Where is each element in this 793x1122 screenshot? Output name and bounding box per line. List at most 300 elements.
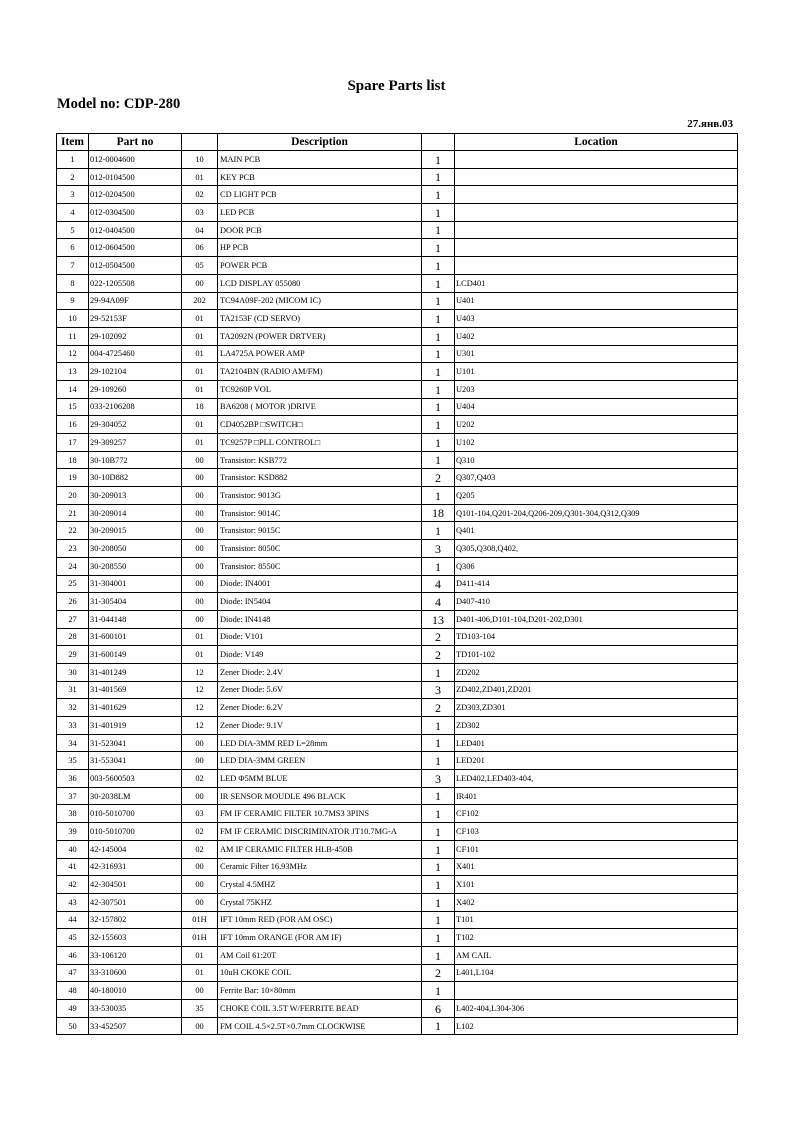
cell-description: Ceramic Filter 16.93MHz: [218, 858, 422, 876]
cell-location: U102: [455, 434, 738, 452]
cell-code: 00: [182, 593, 218, 611]
cell-qty: 1: [422, 929, 455, 947]
cell-code: 00: [182, 487, 218, 505]
cell-qty: 1: [422, 151, 455, 169]
cell-qty: 1: [422, 186, 455, 204]
cell-part-no: 31-401919: [89, 717, 182, 735]
cell-location: Q307,Q403: [455, 469, 738, 487]
table-row: [57, 663, 738, 681]
cell-description: TC94A09F-202 (MICOM IC): [218, 292, 422, 310]
cell-qty: 1: [422, 363, 455, 381]
table-row: [57, 345, 738, 363]
cell-code: 12: [182, 699, 218, 717]
cell-location: L402-404,L304-306: [455, 1000, 738, 1018]
cell-qty: 1: [422, 893, 455, 911]
table-row: [57, 363, 738, 381]
cell-description: Diode: V101: [218, 628, 422, 646]
cell-qty: 18: [422, 504, 455, 522]
cell-location: [455, 168, 738, 186]
cell-qty: 1: [422, 327, 455, 345]
cell-code: 00: [182, 1017, 218, 1035]
cell-location: IR401: [455, 787, 738, 805]
cell-location: U402: [455, 327, 738, 345]
cell-item: 23: [57, 540, 89, 558]
cell-qty: 1: [422, 787, 455, 805]
cell-part-no: 31-304001: [89, 575, 182, 593]
cell-part-no: 42-316931: [89, 858, 182, 876]
cell-part-no: 022-1205508: [89, 274, 182, 292]
cell-location: [455, 204, 738, 222]
cell-qty: 1: [422, 1017, 455, 1035]
cell-description: Diode: V149: [218, 646, 422, 664]
cell-description: KEY PCB: [218, 168, 422, 186]
table-row: [57, 681, 738, 699]
cell-qty: 13: [422, 610, 455, 628]
cell-item: 34: [57, 734, 89, 752]
cell-code: 12: [182, 663, 218, 681]
table-row: [57, 964, 738, 982]
cell-location: CF101: [455, 840, 738, 858]
table-row: [57, 204, 738, 222]
table-row: [57, 982, 738, 1000]
cell-qty: 1: [422, 487, 455, 505]
cell-part-no: 29-102092: [89, 327, 182, 345]
cell-qty: 1: [422, 734, 455, 752]
cell-location: Q310: [455, 451, 738, 469]
cell-description: CHOKE COIL 3.5T W/FERRITE BEAD: [218, 1000, 422, 1018]
cell-location: T102: [455, 929, 738, 947]
cell-code: 00: [182, 575, 218, 593]
table-row: [57, 416, 738, 434]
cell-code: 12: [182, 717, 218, 735]
page-title: Spare Parts list: [347, 78, 446, 94]
cell-description: Crystal 75KHZ: [218, 893, 422, 911]
cell-code: 00: [182, 504, 218, 522]
cell-item: 27: [57, 610, 89, 628]
cell-code: 00: [182, 893, 218, 911]
cell-code: 00: [182, 752, 218, 770]
cell-part-no: 33-106120: [89, 946, 182, 964]
cell-code: 01: [182, 646, 218, 664]
cell-location: L401,L104: [455, 964, 738, 982]
cell-part-no: 29-304052: [89, 416, 182, 434]
cell-description: Ferrite Bar: 10×80mm: [218, 982, 422, 1000]
model-number: Model no: CDP-280: [57, 96, 181, 112]
cell-description: TA2153F (CD SERVO): [218, 310, 422, 328]
table-row: [57, 770, 738, 788]
cell-location: AM CAIL: [455, 946, 738, 964]
cell-item: 15: [57, 398, 89, 416]
cell-item: 7: [57, 257, 89, 275]
cell-code: 01: [182, 380, 218, 398]
cell-item: 22: [57, 522, 89, 540]
cell-part-no: 012-0604500: [89, 239, 182, 257]
cell-item: 41: [57, 858, 89, 876]
cell-part-no: 33-452507: [89, 1017, 182, 1035]
cell-part-no: 31-401249: [89, 663, 182, 681]
table-row: [57, 787, 738, 805]
cell-part-no: 30-209014: [89, 504, 182, 522]
cell-description: Transistor: 8550C: [218, 557, 422, 575]
cell-description: IFT 10mm RED (FOR AM OSC): [218, 911, 422, 929]
cell-qty: 3: [422, 681, 455, 699]
table-row: [57, 628, 738, 646]
table-row: [57, 823, 738, 841]
cell-qty: 1: [422, 416, 455, 434]
cell-part-no: 004-4725460: [89, 345, 182, 363]
table-header-row: [57, 134, 738, 151]
cell-qty: 1: [422, 752, 455, 770]
table-row: [57, 699, 738, 717]
cell-location: L102: [455, 1017, 738, 1035]
cell-code: 202: [182, 292, 218, 310]
cell-part-no: 31-600149: [89, 646, 182, 664]
document-date: 27.янв.03: [687, 118, 733, 130]
cell-part-no: 31-553041: [89, 752, 182, 770]
cell-item: 1: [57, 151, 89, 169]
cell-part-no: 29-309257: [89, 434, 182, 452]
cell-item: 49: [57, 1000, 89, 1018]
cell-description: FM COIL 4.5×2.5T×0.7mm CLOCKWISE: [218, 1017, 422, 1035]
cell-item: 24: [57, 557, 89, 575]
cell-item: 9: [57, 292, 89, 310]
cell-qty: 2: [422, 469, 455, 487]
cell-code: 02: [182, 186, 218, 204]
table-row: [57, 151, 738, 169]
cell-location: [455, 186, 738, 204]
cell-location: CF102: [455, 805, 738, 823]
cell-location: ZD303,ZD301: [455, 699, 738, 717]
cell-description: POWER PCB: [218, 257, 422, 275]
cell-qty: 4: [422, 575, 455, 593]
table-row: [57, 469, 738, 487]
cell-code: 05: [182, 257, 218, 275]
table-row: [57, 257, 738, 275]
cell-item: 29: [57, 646, 89, 664]
cell-qty: 6: [422, 1000, 455, 1018]
cell-code: 02: [182, 770, 218, 788]
cell-part-no: 42-304501: [89, 876, 182, 894]
cell-qty: 1: [422, 663, 455, 681]
cell-description: HP PCB: [218, 239, 422, 257]
cell-location: U101: [455, 363, 738, 381]
cell-item: 13: [57, 363, 89, 381]
table-row: [57, 593, 738, 611]
cell-qty: 1: [422, 946, 455, 964]
cell-item: 6: [57, 239, 89, 257]
cell-qty: 1: [422, 557, 455, 575]
cell-qty: 3: [422, 770, 455, 788]
cell-part-no: 012-0104500: [89, 168, 182, 186]
cell-part-no: 29-109260: [89, 380, 182, 398]
cell-code: 00: [182, 451, 218, 469]
cell-part-no: 32-157802: [89, 911, 182, 929]
cell-description: Diode: IN4001: [218, 575, 422, 593]
cell-part-no: 40-180010: [89, 982, 182, 1000]
cell-description: IR SENSOR MOUDLE 496 BLACK: [218, 787, 422, 805]
cell-part-no: 42-307501: [89, 893, 182, 911]
cell-code: 00: [182, 557, 218, 575]
table-row: [57, 876, 738, 894]
cell-part-no: 012-0404500: [89, 221, 182, 239]
cell-item: 40: [57, 840, 89, 858]
cell-item: 4: [57, 204, 89, 222]
cell-qty: 2: [422, 699, 455, 717]
cell-item: 46: [57, 946, 89, 964]
cell-description: Diode: IN4148: [218, 610, 422, 628]
cell-part-no: 31-305404: [89, 593, 182, 611]
cell-part-no: 31-401569: [89, 681, 182, 699]
cell-part-no: 30-208050: [89, 540, 182, 558]
table-row: [57, 734, 738, 752]
table-row: [57, 451, 738, 469]
cell-part-no: 33-310600: [89, 964, 182, 982]
table-row: [57, 239, 738, 257]
table-row: [57, 221, 738, 239]
cell-location: U404: [455, 398, 738, 416]
cell-description: Crystal 4.5MHZ: [218, 876, 422, 894]
cell-code: 01H: [182, 929, 218, 947]
spare-parts-table: [56, 133, 738, 1035]
table-row: [57, 522, 738, 540]
cell-qty: 1: [422, 451, 455, 469]
cell-description: TA2104BN (RADIO AM/FM): [218, 363, 422, 381]
cell-part-no: 30-209013: [89, 487, 182, 505]
table-row: [57, 893, 738, 911]
cell-item: 16: [57, 416, 89, 434]
cell-item: 12: [57, 345, 89, 363]
table-row: [57, 292, 738, 310]
cell-location: [455, 239, 738, 257]
cell-location: TD101-102: [455, 646, 738, 664]
cell-location: U301: [455, 345, 738, 363]
cell-location: D411-414: [455, 575, 738, 593]
cell-part-no: 31-600101: [89, 628, 182, 646]
cell-qty: 1: [422, 717, 455, 735]
cell-item: 21: [57, 504, 89, 522]
cell-description: IFT 10mm ORANGE (FOR AM IF): [218, 929, 422, 947]
table-row: [57, 168, 738, 186]
cell-code: 00: [182, 274, 218, 292]
cell-part-no: 30-208550: [89, 557, 182, 575]
header-location: Location: [455, 134, 738, 151]
header-description: Description: [218, 134, 422, 151]
cell-item: 25: [57, 575, 89, 593]
cell-item: 10: [57, 310, 89, 328]
cell-code: 02: [182, 823, 218, 841]
cell-location: D401-406,D101-104,D201-202,D301: [455, 610, 738, 628]
table-row: [57, 610, 738, 628]
cell-part-no: 30-2038LM: [89, 787, 182, 805]
cell-description: Zener Diode: 5.6V: [218, 681, 422, 699]
cell-item: 38: [57, 805, 89, 823]
table-row: [57, 186, 738, 204]
cell-qty: 1: [422, 823, 455, 841]
cell-qty: 1: [422, 310, 455, 328]
cell-item: 39: [57, 823, 89, 841]
cell-location: TD103-104: [455, 628, 738, 646]
table-row: [57, 487, 738, 505]
cell-location: Q101-104,Q201-204,Q206-209,Q301-304,Q312,Q309: [455, 504, 738, 522]
cell-qty: 1: [422, 876, 455, 894]
cell-part-no: 42-145004: [89, 840, 182, 858]
table-row: [57, 398, 738, 416]
table-row: [57, 946, 738, 964]
table-row: [57, 380, 738, 398]
cell-qty: 1: [422, 239, 455, 257]
cell-code: 00: [182, 469, 218, 487]
cell-item: 45: [57, 929, 89, 947]
cell-code: 01: [182, 327, 218, 345]
cell-location: [455, 257, 738, 275]
cell-part-no: 31-044148: [89, 610, 182, 628]
cell-item: 30: [57, 663, 89, 681]
table-body: [57, 151, 738, 1035]
table-row: [57, 540, 738, 558]
cell-description: LED DIA-3MM GREEN: [218, 752, 422, 770]
cell-qty: 1: [422, 168, 455, 186]
cell-qty: 4: [422, 593, 455, 611]
header-qty: [422, 134, 455, 151]
cell-part-no: 012-0504500: [89, 257, 182, 275]
cell-description: Transistor: 9013G: [218, 487, 422, 505]
cell-location: U203: [455, 380, 738, 398]
cell-code: 00: [182, 982, 218, 1000]
table-row: [57, 929, 738, 947]
cell-qty: 2: [422, 964, 455, 982]
cell-code: 00: [182, 876, 218, 894]
header-part-no: Part no: [89, 134, 182, 151]
cell-code: 18: [182, 398, 218, 416]
cell-location: ZD302: [455, 717, 738, 735]
cell-location: [455, 221, 738, 239]
cell-item: 35: [57, 752, 89, 770]
cell-description: Transistor: 9014C: [218, 504, 422, 522]
cell-part-no: 29-102104: [89, 363, 182, 381]
cell-item: 43: [57, 893, 89, 911]
cell-description: Transistor: 9015C: [218, 522, 422, 540]
cell-description: Diode: IN5404: [218, 593, 422, 611]
cell-part-no: 012-0204500: [89, 186, 182, 204]
table-row: [57, 717, 738, 735]
cell-description: BA6208 ( MOTOR )DRIVE: [218, 398, 422, 416]
cell-item: 44: [57, 911, 89, 929]
table-row: [57, 575, 738, 593]
cell-code: 02: [182, 840, 218, 858]
cell-qty: 3: [422, 540, 455, 558]
cell-description: LCD DISPLAY 055080: [218, 274, 422, 292]
cell-location: Q205: [455, 487, 738, 505]
cell-description: LED PCB: [218, 204, 422, 222]
cell-code: 00: [182, 787, 218, 805]
cell-part-no: 29-94A09F: [89, 292, 182, 310]
table-row: [57, 1000, 738, 1018]
cell-location: LED401: [455, 734, 738, 752]
cell-qty: 1: [422, 274, 455, 292]
cell-code: 01: [182, 946, 218, 964]
cell-description: Zener Diode: 9.1V: [218, 717, 422, 735]
cell-description: CD4052BP □SWITCH□: [218, 416, 422, 434]
table-row: [57, 840, 738, 858]
cell-item: 2: [57, 168, 89, 186]
cell-qty: 1: [422, 221, 455, 239]
cell-description: LED Φ5MM BLUE: [218, 770, 422, 788]
cell-item: 20: [57, 487, 89, 505]
cell-qty: 2: [422, 628, 455, 646]
cell-code: 01: [182, 168, 218, 186]
table-row: [57, 504, 738, 522]
cell-code: 00: [182, 734, 218, 752]
cell-location: LED201: [455, 752, 738, 770]
cell-code: 01: [182, 416, 218, 434]
cell-code: 00: [182, 610, 218, 628]
table-row: [57, 327, 738, 345]
cell-part-no: 33-530035: [89, 1000, 182, 1018]
cell-part-no: 30-10D882: [89, 469, 182, 487]
cell-item: 11: [57, 327, 89, 345]
cell-location: [455, 151, 738, 169]
cell-item: 36: [57, 770, 89, 788]
cell-item: 31: [57, 681, 89, 699]
cell-part-no: 30-10B772: [89, 451, 182, 469]
cell-code: 01: [182, 628, 218, 646]
cell-part-no: 31-401629: [89, 699, 182, 717]
cell-location: Q305,Q308,Q402,: [455, 540, 738, 558]
cell-code: 03: [182, 204, 218, 222]
cell-location: LCD401: [455, 274, 738, 292]
cell-item: 14: [57, 380, 89, 398]
cell-code: 01H: [182, 911, 218, 929]
cell-qty: 1: [422, 398, 455, 416]
cell-description: LED DIA-3MM RED L=28mm: [218, 734, 422, 752]
header-code: [182, 134, 218, 151]
cell-part-no: 033-2106208: [89, 398, 182, 416]
cell-description: TC9260P VOL: [218, 380, 422, 398]
cell-description: AM IF CERAMIC FILTER HLB-450B: [218, 840, 422, 858]
table-row: [57, 310, 738, 328]
cell-code: 01: [182, 363, 218, 381]
cell-code: 03: [182, 805, 218, 823]
cell-description: MAIN PCB: [218, 151, 422, 169]
cell-qty: 1: [422, 805, 455, 823]
cell-item: 17: [57, 434, 89, 452]
cell-location: X101: [455, 876, 738, 894]
cell-item: 50: [57, 1017, 89, 1035]
cell-qty: 1: [422, 380, 455, 398]
cell-item: 37: [57, 787, 89, 805]
cell-code: 01: [182, 310, 218, 328]
cell-code: 10: [182, 151, 218, 169]
cell-qty: 1: [422, 257, 455, 275]
cell-location: U202: [455, 416, 738, 434]
cell-description: Zener Diode: 2.4V: [218, 663, 422, 681]
cell-code: 04: [182, 221, 218, 239]
cell-qty: 1: [422, 522, 455, 540]
cell-part-no: 010-5010700: [89, 823, 182, 841]
cell-location: ZD402,ZD401,ZD201: [455, 681, 738, 699]
table-row: [57, 274, 738, 292]
cell-description: FM IF CERAMIC DISCRIMINATOR JT10.7MG-A: [218, 823, 422, 841]
cell-location: U401: [455, 292, 738, 310]
cell-part-no: 012-0004600: [89, 151, 182, 169]
table-row: [57, 911, 738, 929]
cell-qty: 1: [422, 434, 455, 452]
cell-item: 32: [57, 699, 89, 717]
cell-code: 01: [182, 964, 218, 982]
cell-item: 18: [57, 451, 89, 469]
cell-qty: 1: [422, 840, 455, 858]
table-row: [57, 557, 738, 575]
